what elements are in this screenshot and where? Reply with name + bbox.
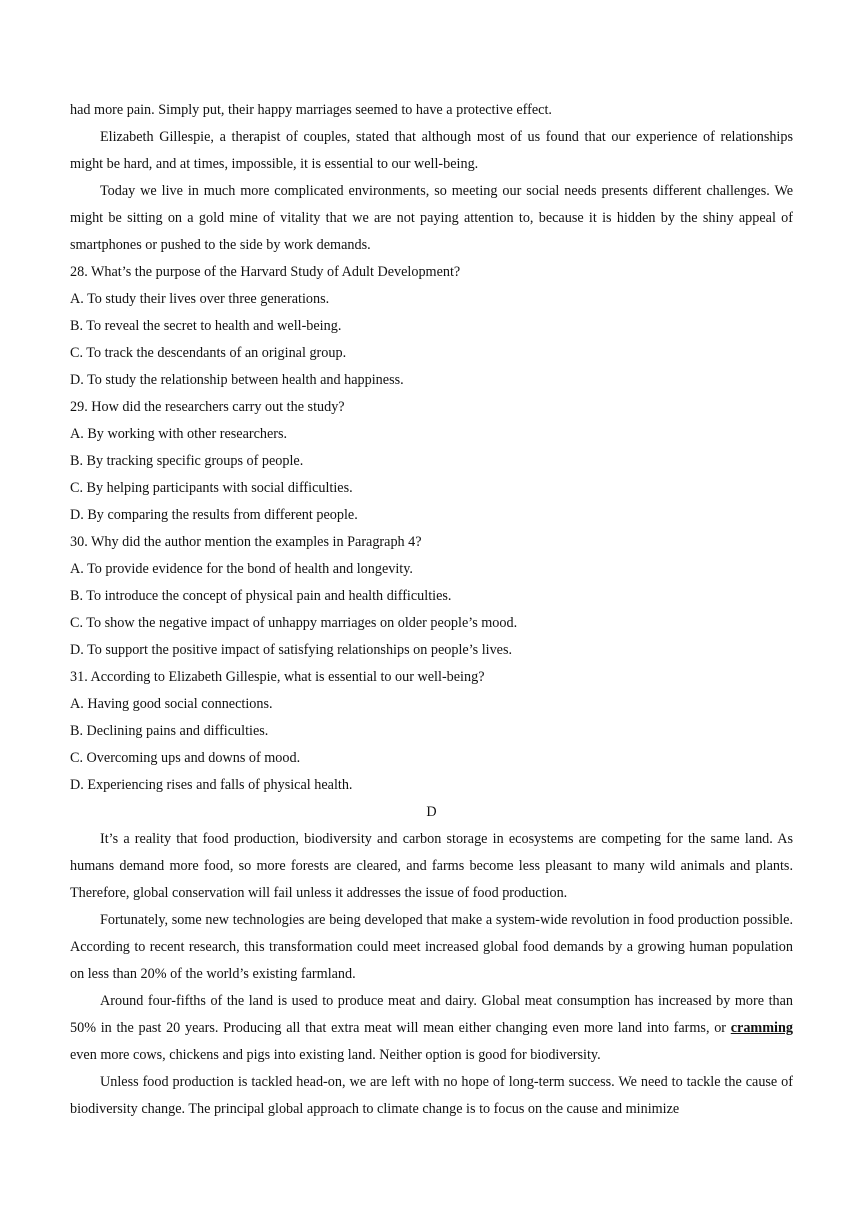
question-stem: 28. What’s the purpose of the Harvard Study of Adult Development? (70, 264, 461, 280)
option-d: D. By comparing the results from different people. (70, 507, 358, 523)
paragraph-d-2: Fortunately, some new technologies are being developed that make a system-wide revolution in food production possible. According to recent research, this transformation could meet increased global food demands by a growing human population on less than 20% of the world’s existing farmland. (70, 912, 793, 982)
option-c: C. To track the descendants of an original group. (70, 345, 347, 361)
option-b: B. To introduce the concept of physical pain and health difficulties. (70, 588, 452, 604)
question-29 (70, 394, 793, 529)
option-d: D. To support the positive impact of satisfying relationships on people’s lives. (70, 642, 513, 658)
underlined-word-cramming: cramming (730, 1020, 793, 1036)
section-heading-d: D (426, 804, 437, 820)
option-c: C. To show the negative impact of unhappy marriages on older people’s mood. (70, 615, 518, 631)
option-d: D. Experiencing rises and falls of physical health. (70, 777, 353, 793)
option-b: B. By tracking specific groups of people. (70, 453, 304, 469)
paragraph-d-1: It’s a reality that food production, biodiversity and carbon storage in ecosystems are competing for the same land. As humans demand more food, so more forests are cleared, and farms become less pleasant to many wild animals and plants. Therefore, global conservation will fail unless it addresses the issue of food production. (70, 831, 793, 901)
option-c: C. By helping participants with social difficulties. (70, 480, 353, 496)
paragraph-c-tail-1: Elizabeth Gillespie, a therapist of couples, stated that although most of us found that our experience of relationships might be hard, and at times, impossible, it is essential to our well-being. (70, 129, 793, 172)
option-a: A. To provide evidence for the bond of health and longevity. (70, 561, 413, 577)
option-d: D. To study the relationship between health and happiness. (70, 372, 404, 388)
paragraph-d-3-text-before: Around four-fifths of the land is used to produce meat and dairy. Global meat consumption has increased by more than 50% in the past 20 years. Producing all that extra meat will mean either changing even more land into farms, or (70, 993, 793, 1036)
paragraph-c-tail-0: had more pain. Simply put, their happy marriages seemed to have a protective effect. (70, 102, 552, 118)
question-stem: 31. According to Elizabeth Gillespie, what is essential to our well-being? (70, 669, 485, 685)
option-a: A. By working with other researchers. (70, 426, 288, 442)
question-stem: 29. How did the researchers carry out the study? (70, 399, 345, 415)
question-31 (70, 664, 793, 799)
option-b: B. Declining pains and difficulties. (70, 723, 269, 739)
question-28 (70, 259, 793, 394)
option-a: A. To study their lives over three generations. (70, 291, 330, 307)
option-c: C. Overcoming ups and downs of mood. (70, 750, 301, 766)
paragraph-d-4: Unless food production is tackled head-on, we are left with no hope of long-term success. We need to tackle the cause of biodiversity change. The principal global approach to climate change is to focus on the cause and minimize (70, 1074, 793, 1117)
option-b: B. To reveal the secret to health and well-being. (70, 318, 342, 334)
paragraph-d-3-text-after: even more cows, chickens and pigs into existing land. Neither option is good for biodiversity. (70, 1047, 601, 1063)
paragraph-d-3 (70, 988, 793, 1069)
question-stem: 30. Why did the author mention the examples in Paragraph 4? (70, 534, 422, 550)
paragraph-c-tail-2: Today we live in much more complicated environments, so meeting our social needs presents different challenges. We might be sitting on a gold mine of vitality that we are not paying attention to, because it is hidden by the shiny appeal of smartphones or pushed to the side by work demands. (70, 183, 793, 253)
question-30 (70, 529, 793, 664)
option-a: A. Having good social connections. (70, 696, 273, 712)
